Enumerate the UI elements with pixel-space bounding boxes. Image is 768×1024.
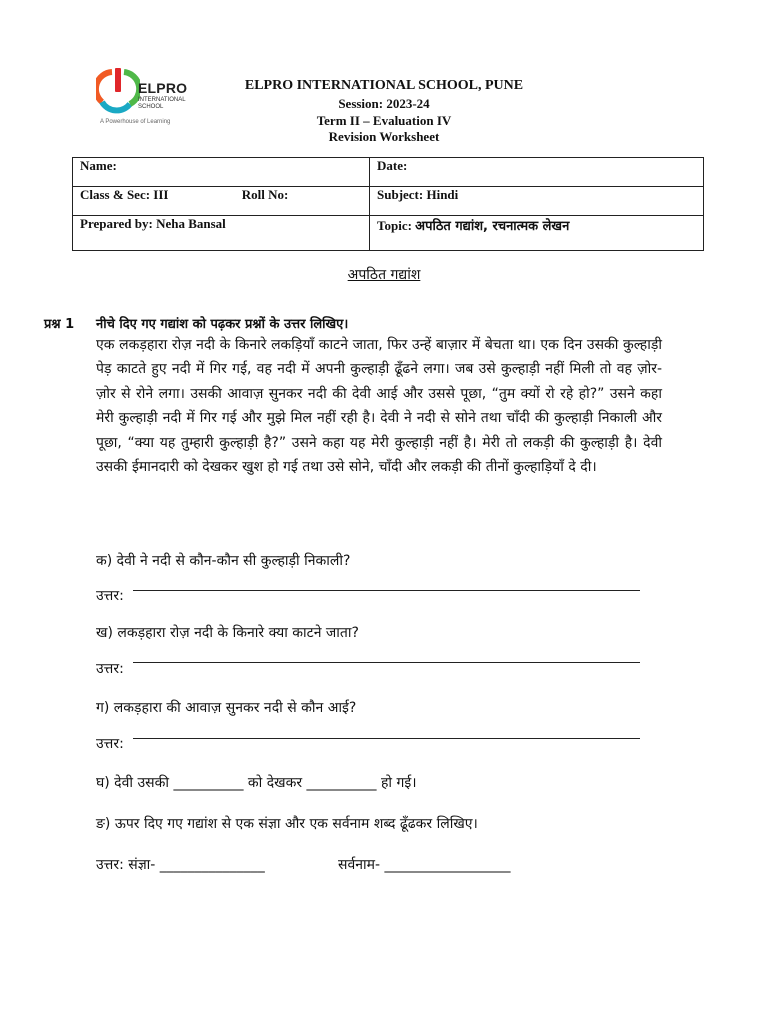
sub-question-nga: ङ) ऊपर दिए गए गद्यांश से एक संज्ञा और एक सर्वनाम शब्द ढूँढकर लिखिए। bbox=[96, 816, 478, 832]
name-cell[interactable] bbox=[73, 158, 370, 187]
info-row bbox=[73, 158, 704, 187]
name-label: Name: bbox=[80, 158, 117, 173]
answer-label: उत्तर: bbox=[96, 661, 124, 677]
final-answer-pronoun[interactable]: सर्वनाम- __________________ bbox=[338, 857, 511, 873]
class-roll-cell[interactable] bbox=[73, 187, 370, 216]
sub-question-ka: क) देवी ने नदी से कौन-कौन सी कुल्हाड़ी निकाली? bbox=[96, 553, 351, 569]
subject-cell bbox=[370, 187, 704, 216]
section-title: अपठित गद्यांश bbox=[347, 267, 421, 283]
question-instruction: नीचे दिए गए गद्यांश को पढ़कर प्रश्नों के उत्तर लिखिए। bbox=[96, 317, 349, 332]
topic-label: Topic: bbox=[377, 218, 412, 233]
date-label: Date: bbox=[377, 158, 408, 173]
session: Session: 2023-24 bbox=[338, 96, 430, 111]
roll-label: Roll No: bbox=[241, 187, 289, 202]
info-row bbox=[73, 187, 704, 216]
answer-line[interactable] bbox=[133, 590, 640, 591]
school-name: ELPRO INTERNATIONAL SCHOOL, PUNE bbox=[244, 78, 524, 93]
sub-question-kha: ख) लकड़हारा रोज़ नदी के किनारे क्या काटने जाता? bbox=[96, 625, 359, 641]
worksheet-title: Revision Worksheet bbox=[328, 129, 440, 144]
sub-question-gha[interactable]: घ) देवी उसकी __________ को देखकर __________ हो गई। bbox=[96, 775, 417, 791]
student-info-table bbox=[72, 157, 704, 251]
logo-subname-line1: INTERNATIONAL bbox=[138, 97, 186, 103]
question-number: प्रश्न 1 bbox=[44, 317, 75, 332]
final-answer-noun[interactable]: उत्तर: संज्ञा- _______________ bbox=[96, 857, 265, 873]
topic-cell bbox=[370, 216, 704, 251]
topic-value: अपठित गद्यांश, रचनात्मक लेखन bbox=[415, 219, 570, 234]
prepared-cell bbox=[73, 216, 370, 251]
logo-name: ELPRO bbox=[138, 80, 188, 96]
answer-label: उत्तर: bbox=[96, 588, 124, 604]
passage: एक लकड़हारा रोज़ नदी के किनारे लकड़ियाँ काटने जाता, फिर उन्हें बाज़ार में बेचता था। एक दिन उसकी कुल्हाड़ी पेड़ काटते हुए नदी में गिर गई, वह नदी में अपनी कुल्हाड़ी ढूँढने लगा। जब उसे कुल्हाड़ी नहीं मिली तो वह ज़ोर-ज़ोर से रोने लगा। उसकी आवाज़ सुनकर नदी की देवी आई और उससे पूछा, “तुम क्यों रो रहे हो?” उसने कहा मेरी कुल्हाड़ी नदी में गिर गई और मुझे मिल नहीं रही है। देवी ने नदी से सोने तथा चाँदी की कुल्हाड़ी निकाली और पूछा, “क्या यह तुम्हारी कुल्हाड़ी है?” उसने कहा यह मेरी कुल्हाड़ी नहीं है। मेरी तो लकड़ी की कुल्हाड़ी है। देवी उसकी ईमानदारी को देखकर खुश हो गई तथा उसे सोने, चाँदी और लकड़ी की तीनों कुल्हाड़ियाँ दे दी। bbox=[96, 337, 662, 476]
subject-label: Subject: Hindi bbox=[377, 187, 459, 202]
sub-question-ga: ग) लकड़हारा की आवाज़ सुनकर नदी से कौन आई? bbox=[96, 700, 357, 716]
term: Term II – Evaluation IV bbox=[316, 113, 452, 128]
class-label: Class & Sec: III bbox=[80, 187, 169, 202]
answer-line[interactable] bbox=[133, 738, 640, 739]
prepared-label: Prepared by: Neha Bansal bbox=[80, 216, 226, 231]
logo-tagline: A Powerhouse of Learning bbox=[100, 119, 171, 125]
logo-subname-line2: SCHOOL bbox=[138, 104, 164, 110]
date-cell[interactable] bbox=[370, 158, 704, 187]
answer-label: उत्तर: bbox=[96, 736, 124, 752]
answer-line[interactable] bbox=[133, 662, 640, 663]
info-row bbox=[73, 216, 704, 251]
